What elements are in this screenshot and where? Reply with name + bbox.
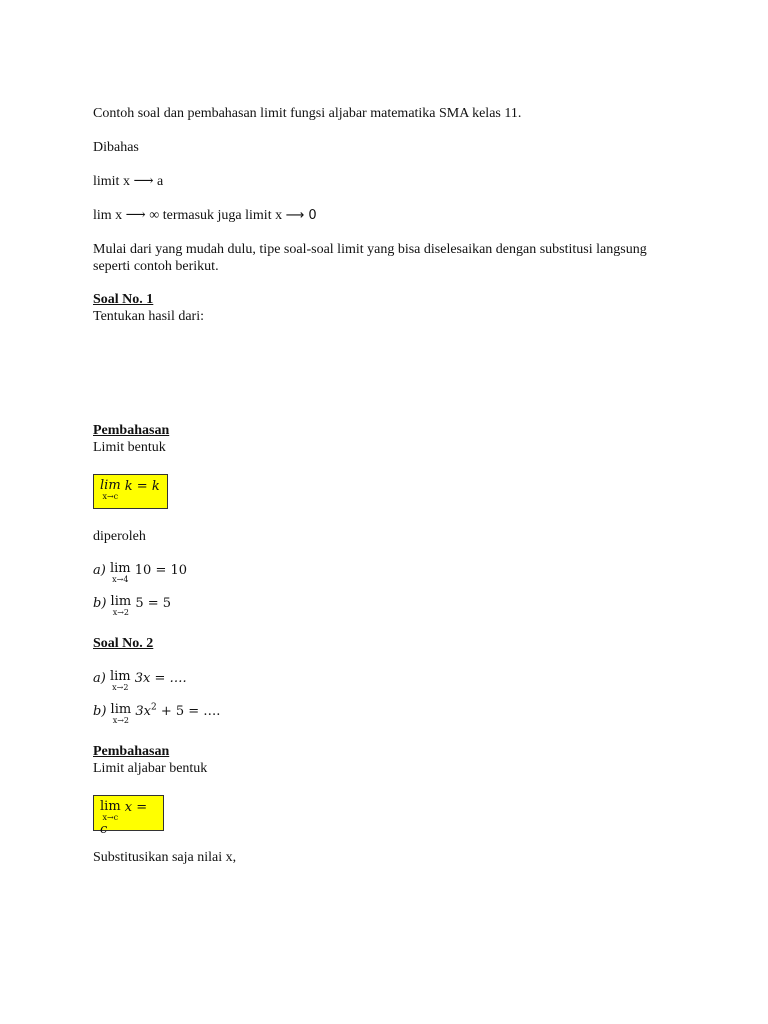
topic-limit-a: limit x ⟶ a xyxy=(93,174,164,189)
item-expression: 3x = …. xyxy=(134,671,187,686)
lim-text: lim xyxy=(110,594,132,609)
formula-box-limit-constant xyxy=(93,474,168,509)
intro-title: Contoh soal dan pembahasan limit fungsi aljabar matematika SMA kelas 11. xyxy=(93,106,522,121)
lim-text: lim xyxy=(100,799,121,814)
soal-2-item-b xyxy=(93,703,220,725)
topic-limit-infinity xyxy=(93,207,317,224)
lim-subscript: x→2 xyxy=(112,716,130,725)
soal-2-item-a xyxy=(93,670,187,692)
lim-subscript: x→c xyxy=(102,492,119,501)
lim-text: lim xyxy=(109,561,131,576)
lim-operator xyxy=(111,703,132,725)
item-expression-base: 3x xyxy=(135,704,151,719)
pembahasan-1-heading: Pembahasan xyxy=(93,423,170,438)
lim-subscript: x→4 xyxy=(112,575,129,584)
topic-limit-zero: ⟶ 0 xyxy=(285,208,317,223)
formula-box-limit-x xyxy=(93,795,164,837)
lim-operator xyxy=(110,670,131,692)
lim-operator xyxy=(100,800,121,822)
substitusi-text: Substitusikan saja nilai x, xyxy=(93,850,237,865)
lim-text: lim xyxy=(109,669,131,684)
item-expression: 5 = 5 xyxy=(135,596,172,611)
lim-text: lim xyxy=(100,478,121,493)
soal-2-heading: Soal No. 2 xyxy=(93,636,154,651)
item-label: a) xyxy=(93,563,106,578)
pembahasan-2-text: Limit aljabar bentuk xyxy=(93,761,208,776)
pembahasan-1-item-a xyxy=(93,562,187,584)
item-label: a) xyxy=(93,671,106,686)
item-expression-rest: + 5 = …. xyxy=(156,704,221,719)
intro-paragraph: Mulai dari yang mudah dulu, tipe soal-soal limit yang bisa diselesaikan dengan substitusi langsung seperti contoh berikut. xyxy=(93,242,647,274)
diperoleh-label: diperoleh xyxy=(93,529,146,544)
lim-text: lim xyxy=(110,702,132,717)
topic-limit-infinity-text: lim x ⟶ ∞ termasuk juga limit x xyxy=(93,208,286,223)
lim-subscript: x→2 xyxy=(112,683,129,692)
lim-subscript: x→c xyxy=(102,813,119,822)
dibahas-label: Dibahas xyxy=(93,140,139,155)
item-exponent: 2 xyxy=(150,702,157,713)
soal-1-heading: Soal No. 1 xyxy=(93,292,154,307)
lim-subscript: x→2 xyxy=(112,608,130,617)
lim-operator xyxy=(110,562,131,584)
formula-expression: k = k xyxy=(124,479,160,494)
item-label: b) xyxy=(93,596,107,611)
pembahasan-2-heading: Pembahasan xyxy=(93,744,170,759)
pembahasan-1-item-b xyxy=(93,595,171,617)
item-expression: 10 = 10 xyxy=(134,563,188,578)
soal-1-prompt: Tentukan hasil dari: xyxy=(93,309,204,324)
pembahasan-1-text: Limit bentuk xyxy=(93,440,166,455)
item-label: b) xyxy=(93,704,107,719)
formula-expression: x = c xyxy=(100,800,148,837)
lim-operator xyxy=(111,595,132,617)
lim-operator xyxy=(100,479,121,501)
